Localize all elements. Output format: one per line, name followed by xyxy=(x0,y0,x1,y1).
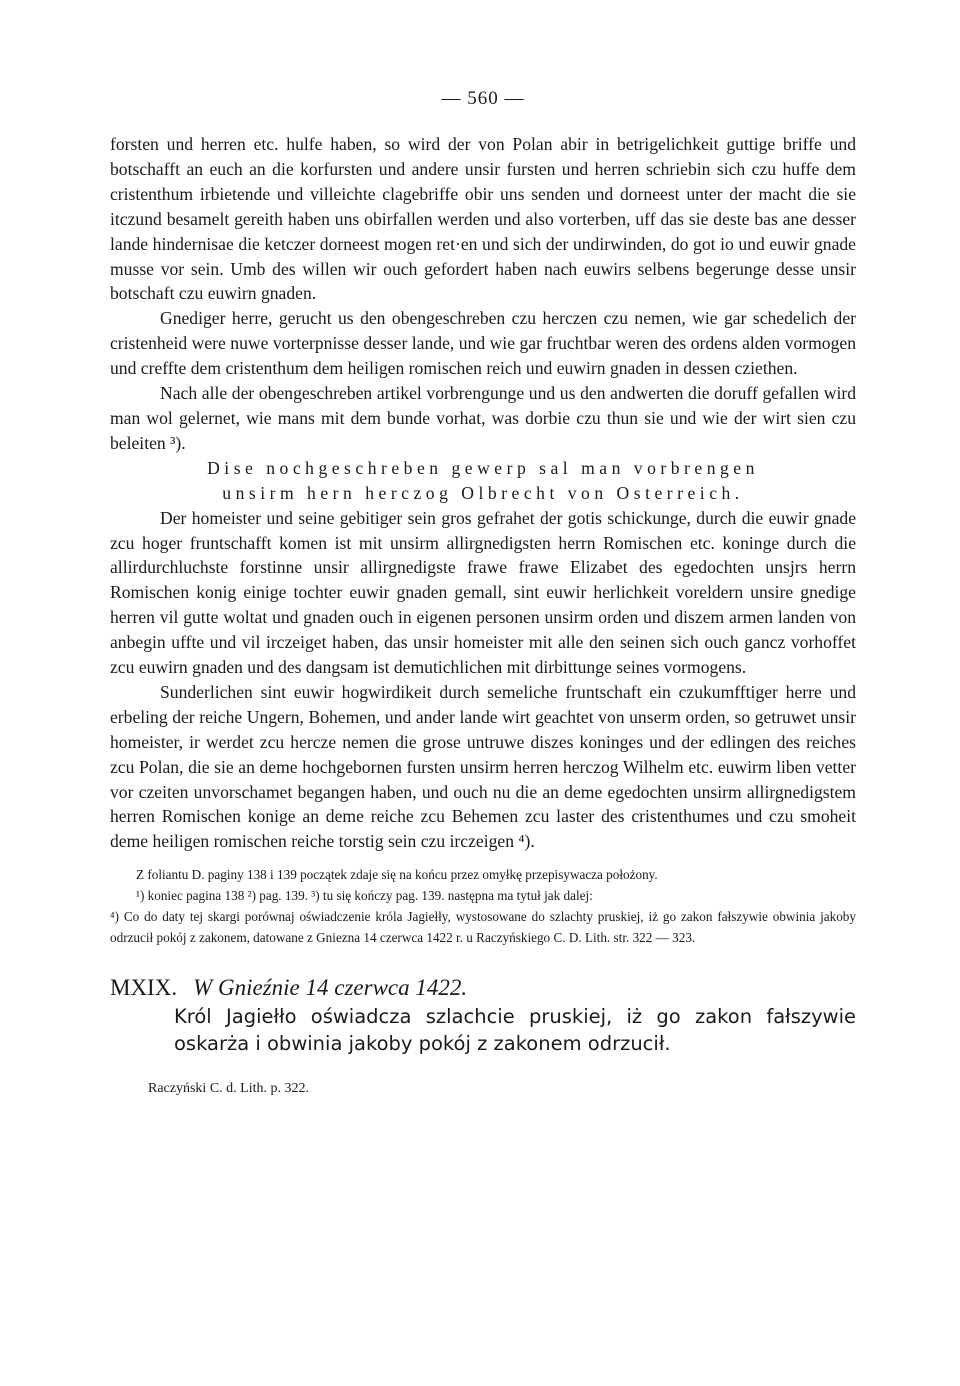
paragraph-nach-alle: Nach alle der obengeschreben artikel vorbrengunge und us den andwerten die doruff gefallen wird man wol gelernet, wie mans mit dem bunde vorhat, was dorbie czu thun sie und wie der wirt sien czu beleiten ³). xyxy=(110,383,856,453)
document-title: Król Jagiełło oświadcza szlachcie pruskiej, iż go zakon fałszywie oskarża i obwinia jakoby pokój z zakonem odrzucił. xyxy=(174,1005,856,1056)
document-number-line xyxy=(110,974,856,1002)
page-number: — 560 — xyxy=(441,88,525,109)
footnote-4: ⁴) Co do daty tej skargi porównaj oświadczenie króla Jagiełły, wystosowane do szlachty pruskiej, iż go zakon fałszywie obwinia jakoby odrzucił pokój z zakonem, datowane z Gniezna 14 czerwca 1422 r. u Raczyńskiego C. D. Lith. str. 322 — 323. xyxy=(110,909,856,946)
paragraph-sunderlichen: Sunderlichen sint euwir hogwirdikeit durch semeliche fruntschaft ein czukumfftiger herre und erbeling der reiche Ungern, Bohemen, und ander lande wirt geachtet von unserm orden, so getruwet unsir homeister, ir werdet zcu hercze nemen die grose untruwe diszes koninges und der edlingen des reiches zcu Polan, die sie an deme hochgebornen fursten unsirm herren herczog Wilhelm etc. euwirm liben vetter vor czeiten unvorschamet begangen haben, und ouch nu die an deme egedochten unsirm allirgnedigstem herren Romischen konige an deme reiche zcu Behemen zcu laster des cristenthumes und czu smoheit deme heiligen romischen reiche torstig sein czu irczeigen ⁴). xyxy=(110,681,856,852)
paragraph-homeister: Der homeister und seine gebitiger sein gros gefrahet der gotis schickunge, durch die euwir gnade zcu hoger fruntschafft komen ist mit unsirm allirgnedigsten herrn Romischen etc. koninge durch die allirdurchluchste forstinne unsir allirgnedigste frawe frawe Elizabet des egedochten unsjrs herrn Romischen konig einige tochter euwir gnaden gemall, sint euwir herlichkeit voreldern unsire gnedige herren vil gutte woltat und gnaden ouch in eigenen personen unsirm orden und diszem armen landen von anbegin uffte und vil irczeiget haben, das unsir homeister mit alle den seinen sich ouch gancz vorhoffet zcu euwirn gnaden und des dangsam ist demutichlichen mit dirbittunge seines vormogens. xyxy=(110,507,856,678)
footnote-1-3: ¹) koniec pagina 138 ²) pag. 139. ³) tu się kończy pag. 139. następna ma tytuł jak dalej: xyxy=(136,888,593,904)
page xyxy=(110,88,856,1099)
section-heading-line1: Dise nochgeschreben gewerp sal man vorbrengen xyxy=(207,457,759,478)
footnote-intro: Z foliantu D. paginy 138 i 139 początek zdaje się na końcu przez omyłkę przepisywacza położony. xyxy=(136,867,658,883)
footnotes xyxy=(110,864,856,948)
document-source: Raczyński C. d. Lith. p. 322. xyxy=(148,1081,309,1097)
document-place-date: W Gnieźnie 14 czerwca 1422. xyxy=(193,975,468,1001)
document-header xyxy=(110,974,856,1099)
paragraph-continuation: forsten und herren etc. hulfe haben, so wird der von Polan abir in betrigelichkeit guttige briffe und botschafft an euch an die korfursten und andere unsir fursten und herren schriebin sich czu huffe dem cristenthum irbietende und villeichte clagebriffe obir uns senden und dorneest unter der macht die sie itczund besamelt gereith haben uns obirfallen werden und also vorterben, uff das sie deste bas ane desser lande hindernisae die ketczer dorneest mogen ret·en und sich der undirwinden, do got io und euwir gnade musse vor sein. Umb des willen wir ouch gefordert haben nach euwirs selbens begerunge desse unsir botschaft czu euwirn gnaden. xyxy=(110,134,856,304)
section-heading-line2: unsirm hern herczog Olbrecht von Osterreich. xyxy=(222,482,744,503)
document-number: MXIX. xyxy=(110,975,178,1001)
paragraph-gnediger: Gnediger herre, gerucht us den obengeschreben czu herczen czu nemen, wie gar schedelich der cristenheid were nuwe vorterpnisse desser lande, und wie gar fruchtbar weren des ordens alden vormogen und creffte dem cristenthum dem heiligen romischen reich und euwirn gnaden in dessen cziethen. xyxy=(110,308,856,379)
